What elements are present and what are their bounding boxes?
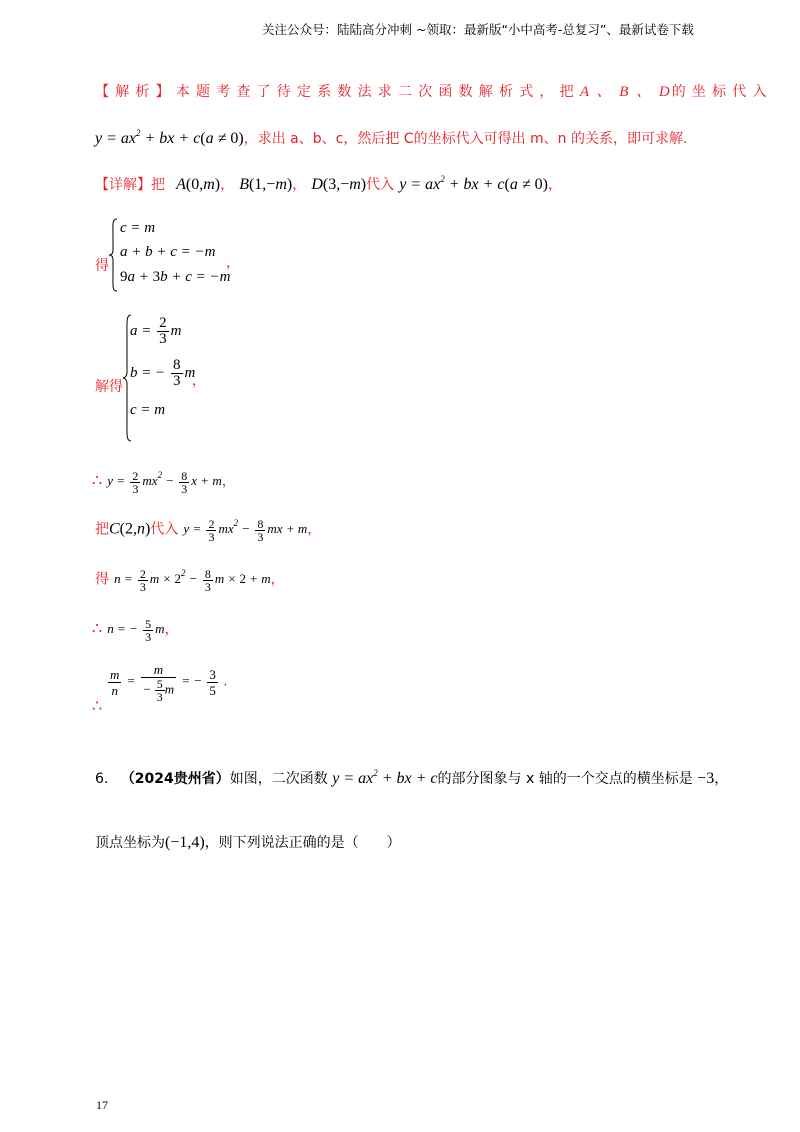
system1-eq3: 9a + 3b + c = −m <box>120 269 231 285</box>
question-formula: $y = ax^2$ + bx + c <box>332 768 438 787</box>
question-line-2: 顶点坐标为(−1,4)，则下列说法正确的是（ ） <box>95 834 401 851</box>
analysis-text-3: ，求出 a、b、c，然后把 C的坐标代入可得出 m、n 的关系，即可求解. <box>243 131 688 147</box>
system2-eq2: b = − $\frac{8}{3}$ m <box>130 357 196 389</box>
brace-icon <box>108 218 118 292</box>
step-sub-c: 把C(2,n)代入 y = $\frac{2}{3}$ $mx^2$ − $\frac{8}{3}$ mx + m， <box>95 517 322 544</box>
analysis-letters: A 、 B 、 D <box>579 84 672 100</box>
point-c: C(2,n) <box>109 520 151 538</box>
system2-jiede: 解得 <box>95 379 123 395</box>
system2-eq3: c = m <box>130 402 166 418</box>
step-therefore-y: ∴ y = $\frac{2}{3}$ $mx^2$ − $\frac{8}{3}$ x + m， <box>92 469 236 496</box>
detail-label: 【详解】 <box>95 177 151 193</box>
question-number: 6. <box>95 771 109 787</box>
point-d: D(3,−m) <box>311 176 367 193</box>
analysis-formula: $y = ax^2$ + bx + c(a ≠ 0) <box>95 128 244 147</box>
therefore-icon: ∴ <box>92 696 103 715</box>
analysis-line-2 <box>95 128 687 148</box>
question-vertex: (−1,4) <box>165 834 205 851</box>
step-de-n: 得 n = $\frac{2}{3}$ $m \times 2^2$ − $\frac{8}{3}$ m × 2 + m， <box>95 567 285 594</box>
question-source: （2024贵州省） <box>120 771 230 787</box>
question-line-1: 6. （2024贵州省）如图，二次函数 $y = ax^2$ + bx + c的部分图象与 x 轴的一个交点的横坐标是 −3， <box>95 768 729 787</box>
system1-de: 得 <box>95 258 109 274</box>
step-ratio: $\frac{m}{n}$ = m − $\frac{5}{3}$ m = − $\frac{3}{5}$ . <box>110 662 228 704</box>
point-a: A(0,m) <box>176 176 221 193</box>
system1: c = m a + b + c = −m 9a + 3b + c = −m ， <box>108 218 248 292</box>
analysis-label: 【解析】 <box>95 84 176 100</box>
analysis-text-1: 本题考查了待定系数法求二次函数解析式，把 <box>175 84 580 100</box>
analysis-line-1 <box>95 80 773 101</box>
detail-formula: $y = ax^2$ + bx + c(a ≠ 0) <box>399 174 548 193</box>
step-n: ∴ n = − $\frac{5}{3}$ m， <box>92 617 179 644</box>
system2-eq1: a = $\frac{2}{3}$ m <box>130 315 182 347</box>
page-header: 关注公众号：陆陆高分冲刺 ~领取：最新版“小中高考-总复习”、最新试卷下载 <box>262 22 694 37</box>
system1-eq2: a + b + c = −m <box>120 244 216 260</box>
detail-line: 【详解】把 A(0,m)， B(1,−m)， D(3,−m)代入 $y = ax^2$ + bx + c(a ≠ 0)， <box>95 174 562 193</box>
question-value: −3 <box>697 770 715 787</box>
system1-eq1: c = m <box>120 220 156 236</box>
page-number: 17 <box>96 1098 108 1112</box>
point-b: B(1,−m) <box>239 176 293 193</box>
detail-dairu: 代入 <box>366 177 395 193</box>
system2: a = $\frac{2}{3}$ m b = − $\frac{8}{3}$ m c = m ， <box>122 314 242 442</box>
analysis-text-2: 的坐标代入 <box>671 84 773 100</box>
detail-ba: 把 <box>151 177 165 193</box>
